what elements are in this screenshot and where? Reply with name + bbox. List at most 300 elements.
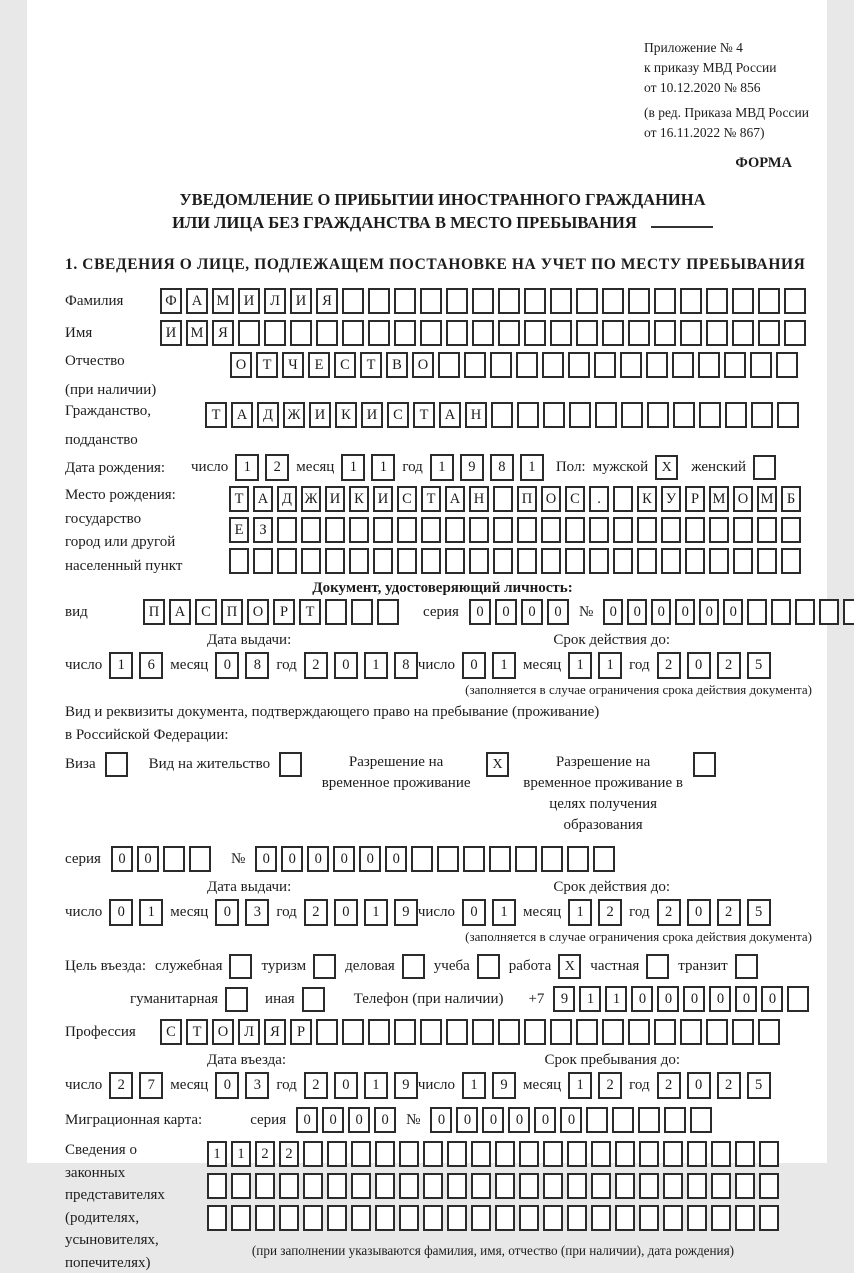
char-cell[interactable]: 0: [255, 846, 277, 872]
char-cell[interactable]: [524, 320, 546, 346]
char-cell[interactable]: 2: [717, 1072, 741, 1099]
char-cell[interactable]: А: [169, 599, 191, 625]
char-cell[interactable]: [469, 548, 489, 574]
char-cell[interactable]: [264, 320, 286, 346]
char-cell[interactable]: [550, 320, 572, 346]
char-cell[interactable]: 1: [235, 454, 259, 481]
char-cell[interactable]: [639, 1173, 659, 1199]
char-cell[interactable]: 1: [462, 1072, 486, 1099]
char-cell[interactable]: С: [387, 402, 409, 428]
char-cell[interactable]: [290, 320, 312, 346]
char-cell[interactable]: 0: [735, 986, 757, 1012]
char-cell[interactable]: [706, 320, 728, 346]
char-cell[interactable]: [747, 599, 767, 625]
char-cell[interactable]: [569, 402, 591, 428]
char-cell[interactable]: Е: [308, 352, 330, 378]
char-cell[interactable]: [732, 288, 754, 314]
char-cell[interactable]: [711, 1205, 731, 1231]
char-cell[interactable]: [489, 846, 511, 872]
char-cell[interactable]: 3: [245, 899, 269, 926]
char-cell[interactable]: С: [160, 1019, 182, 1045]
char-cell[interactable]: [255, 1205, 275, 1231]
char-cell[interactable]: И: [238, 288, 260, 314]
char-cell[interactable]: [397, 517, 417, 543]
char-cell[interactable]: [325, 517, 345, 543]
char-cell[interactable]: 9: [394, 899, 418, 926]
char-cell[interactable]: [543, 1173, 563, 1199]
purpose-study-checkbox[interactable]: [477, 954, 500, 979]
char-cell[interactable]: [447, 1173, 467, 1199]
char-cell[interactable]: 2: [304, 1072, 328, 1099]
char-cell[interactable]: [498, 320, 520, 346]
char-cell[interactable]: [316, 320, 338, 346]
char-cell[interactable]: [615, 1205, 635, 1231]
char-cell[interactable]: [394, 1019, 416, 1045]
char-cell[interactable]: А: [253, 486, 273, 512]
char-cell[interactable]: И: [309, 402, 331, 428]
char-cell[interactable]: В: [386, 352, 408, 378]
char-cell[interactable]: 2: [304, 652, 328, 679]
char-cell[interactable]: [647, 402, 669, 428]
purpose-humanitarian-checkbox[interactable]: [225, 987, 248, 1012]
char-cell[interactable]: [787, 986, 809, 1012]
char-cell[interactable]: 7: [139, 1072, 163, 1099]
char-cell[interactable]: 1: [109, 652, 133, 679]
char-cell[interactable]: 1: [492, 899, 516, 926]
char-cell[interactable]: [680, 288, 702, 314]
char-cell[interactable]: [519, 1173, 539, 1199]
char-cell[interactable]: [229, 548, 249, 574]
char-cell[interactable]: [795, 599, 815, 625]
char-cell[interactable]: [758, 1019, 780, 1045]
char-cell[interactable]: [685, 517, 705, 543]
char-cell[interactable]: С: [195, 599, 217, 625]
char-cell[interactable]: [565, 517, 585, 543]
char-cell[interactable]: [325, 599, 347, 625]
char-cell[interactable]: 0: [385, 846, 407, 872]
char-cell[interactable]: [351, 1141, 371, 1167]
char-cell[interactable]: Т: [421, 486, 441, 512]
char-cell[interactable]: О: [412, 352, 434, 378]
char-cell[interactable]: Д: [257, 402, 279, 428]
char-cell[interactable]: [613, 517, 633, 543]
char-cell[interactable]: [576, 320, 598, 346]
char-cell[interactable]: У: [661, 486, 681, 512]
char-cell[interactable]: М: [212, 288, 234, 314]
char-cell[interactable]: [524, 1019, 546, 1045]
char-cell[interactable]: [591, 1173, 611, 1199]
char-cell[interactable]: 1: [568, 899, 592, 926]
char-cell[interactable]: Л: [238, 1019, 260, 1045]
char-cell[interactable]: 1: [364, 652, 388, 679]
char-cell[interactable]: [784, 320, 806, 346]
char-cell[interactable]: [303, 1173, 323, 1199]
char-cell[interactable]: 0: [675, 599, 695, 625]
char-cell[interactable]: [420, 1019, 442, 1045]
char-cell[interactable]: [654, 288, 676, 314]
char-cell[interactable]: 0: [560, 1107, 582, 1133]
char-cell[interactable]: 5: [747, 652, 771, 679]
char-cell[interactable]: 1: [605, 986, 627, 1012]
char-cell[interactable]: [375, 1141, 395, 1167]
char-cell[interactable]: [613, 486, 633, 512]
char-cell[interactable]: А: [439, 402, 461, 428]
char-cell[interactable]: Р: [290, 1019, 312, 1045]
char-cell[interactable]: А: [445, 486, 465, 512]
char-cell[interactable]: [621, 402, 643, 428]
char-cell[interactable]: А: [231, 402, 253, 428]
char-cell[interactable]: [472, 288, 494, 314]
char-cell[interactable]: 2: [279, 1141, 299, 1167]
char-cell[interactable]: Л: [264, 288, 286, 314]
char-cell[interactable]: С: [334, 352, 356, 378]
char-cell[interactable]: [567, 846, 589, 872]
char-cell[interactable]: [469, 517, 489, 543]
char-cell[interactable]: [567, 1205, 587, 1231]
char-cell[interactable]: [637, 548, 657, 574]
char-cell[interactable]: 0: [482, 1107, 504, 1133]
char-cell[interactable]: Р: [273, 599, 295, 625]
char-cell[interactable]: 0: [334, 1072, 358, 1099]
char-cell[interactable]: [495, 1141, 515, 1167]
char-cell[interactable]: [495, 1173, 515, 1199]
char-cell[interactable]: 0: [547, 599, 569, 625]
char-cell[interactable]: [615, 1141, 635, 1167]
char-cell[interactable]: 1: [568, 652, 592, 679]
visa-checkbox[interactable]: [105, 752, 128, 777]
char-cell[interactable]: 0: [374, 1107, 396, 1133]
char-cell[interactable]: [399, 1173, 419, 1199]
char-cell[interactable]: [471, 1205, 491, 1231]
char-cell[interactable]: 8: [245, 652, 269, 679]
char-cell[interactable]: И: [373, 486, 393, 512]
char-cell[interactable]: [576, 288, 598, 314]
char-cell[interactable]: 1: [341, 454, 365, 481]
char-cell[interactable]: [301, 517, 321, 543]
char-cell[interactable]: [759, 1173, 779, 1199]
char-cell[interactable]: Я: [212, 320, 234, 346]
char-cell[interactable]: [663, 1141, 683, 1167]
char-cell[interactable]: 2: [598, 899, 622, 926]
char-cell[interactable]: 2: [109, 1072, 133, 1099]
char-cell[interactable]: [733, 548, 753, 574]
char-cell[interactable]: Д: [277, 486, 297, 512]
char-cell[interactable]: [724, 352, 746, 378]
char-cell[interactable]: [490, 352, 512, 378]
char-cell[interactable]: [516, 352, 538, 378]
char-cell[interactable]: 2: [265, 454, 289, 481]
char-cell[interactable]: [447, 1205, 467, 1231]
char-cell[interactable]: [277, 517, 297, 543]
char-cell[interactable]: [491, 402, 513, 428]
title-blank-underline[interactable]: [651, 212, 713, 228]
char-cell[interactable]: Т: [256, 352, 278, 378]
char-cell[interactable]: К: [349, 486, 369, 512]
char-cell[interactable]: 0: [521, 599, 543, 625]
char-cell[interactable]: [375, 1173, 395, 1199]
char-cell[interactable]: 0: [215, 652, 239, 679]
char-cell[interactable]: [279, 1173, 299, 1199]
char-cell[interactable]: О: [733, 486, 753, 512]
char-cell[interactable]: Я: [264, 1019, 286, 1045]
char-cell[interactable]: [368, 320, 390, 346]
char-cell[interactable]: [771, 599, 791, 625]
char-cell[interactable]: 3: [245, 1072, 269, 1099]
char-cell[interactable]: [351, 1205, 371, 1231]
char-cell[interactable]: [231, 1173, 251, 1199]
char-cell[interactable]: 0: [348, 1107, 370, 1133]
char-cell[interactable]: [777, 402, 799, 428]
char-cell[interactable]: 2: [657, 899, 681, 926]
char-cell[interactable]: [394, 320, 416, 346]
char-cell[interactable]: [685, 548, 705, 574]
char-cell[interactable]: [602, 1019, 624, 1045]
char-cell[interactable]: 0: [687, 899, 711, 926]
char-cell[interactable]: [207, 1205, 227, 1231]
char-cell[interactable]: Ж: [283, 402, 305, 428]
purpose-work-checkbox[interactable]: X: [558, 954, 581, 979]
char-cell[interactable]: [690, 1107, 712, 1133]
char-cell[interactable]: [519, 1141, 539, 1167]
char-cell[interactable]: [377, 599, 399, 625]
char-cell[interactable]: 0: [469, 599, 491, 625]
char-cell[interactable]: [594, 352, 616, 378]
char-cell[interactable]: [664, 1107, 686, 1133]
purpose-other-checkbox[interactable]: [302, 987, 325, 1012]
char-cell[interactable]: [819, 599, 839, 625]
char-cell[interactable]: 0: [723, 599, 743, 625]
char-cell[interactable]: И: [325, 486, 345, 512]
char-cell[interactable]: [758, 288, 780, 314]
char-cell[interactable]: [663, 1205, 683, 1231]
char-cell[interactable]: [776, 352, 798, 378]
char-cell[interactable]: [471, 1173, 491, 1199]
char-cell[interactable]: [447, 1141, 467, 1167]
char-cell[interactable]: [325, 548, 345, 574]
char-cell[interactable]: [279, 1205, 299, 1231]
char-cell[interactable]: [781, 548, 801, 574]
char-cell[interactable]: 0: [334, 899, 358, 926]
char-cell[interactable]: [706, 288, 728, 314]
char-cell[interactable]: [303, 1205, 323, 1231]
char-cell[interactable]: 1: [492, 652, 516, 679]
char-cell[interactable]: [586, 1107, 608, 1133]
char-cell[interactable]: О: [247, 599, 269, 625]
char-cell[interactable]: [698, 352, 720, 378]
char-cell[interactable]: [349, 548, 369, 574]
char-cell[interactable]: [399, 1141, 419, 1167]
char-cell[interactable]: 0: [631, 986, 653, 1012]
char-cell[interactable]: [349, 517, 369, 543]
char-cell[interactable]: [423, 1141, 443, 1167]
char-cell[interactable]: [602, 320, 624, 346]
char-cell[interactable]: 2: [657, 1072, 681, 1099]
residence-permit-checkbox[interactable]: [279, 752, 302, 777]
char-cell[interactable]: 0: [687, 1072, 711, 1099]
char-cell[interactable]: Т: [186, 1019, 208, 1045]
char-cell[interactable]: 0: [687, 652, 711, 679]
char-cell[interactable]: [709, 548, 729, 574]
char-cell[interactable]: [591, 1205, 611, 1231]
char-cell[interactable]: 0: [534, 1107, 556, 1133]
char-cell[interactable]: [550, 1019, 572, 1045]
char-cell[interactable]: 8: [394, 652, 418, 679]
char-cell[interactable]: Т: [413, 402, 435, 428]
char-cell[interactable]: [543, 1205, 563, 1231]
char-cell[interactable]: [541, 846, 563, 872]
char-cell[interactable]: [368, 1019, 390, 1045]
char-cell[interactable]: [375, 1205, 395, 1231]
char-cell[interactable]: 0: [761, 986, 783, 1012]
char-cell[interactable]: М: [186, 320, 208, 346]
char-cell[interactable]: [565, 548, 585, 574]
char-cell[interactable]: [541, 517, 561, 543]
char-cell[interactable]: О: [230, 352, 252, 378]
char-cell[interactable]: Ф: [160, 288, 182, 314]
char-cell[interactable]: М: [709, 486, 729, 512]
purpose-official-checkbox[interactable]: [229, 954, 252, 979]
char-cell[interactable]: [593, 846, 615, 872]
char-cell[interactable]: 0: [137, 846, 159, 872]
char-cell[interactable]: [517, 548, 537, 574]
char-cell[interactable]: Е: [229, 517, 249, 543]
char-cell[interactable]: [687, 1141, 707, 1167]
char-cell[interactable]: 1: [139, 899, 163, 926]
char-cell[interactable]: [471, 1141, 491, 1167]
char-cell[interactable]: [628, 320, 650, 346]
char-cell[interactable]: 0: [627, 599, 647, 625]
char-cell[interactable]: Т: [360, 352, 382, 378]
char-cell[interactable]: 9: [460, 454, 484, 481]
char-cell[interactable]: О: [541, 486, 561, 512]
char-cell[interactable]: [654, 320, 676, 346]
char-cell[interactable]: [411, 846, 433, 872]
char-cell[interactable]: [472, 1019, 494, 1045]
char-cell[interactable]: Я: [316, 288, 338, 314]
char-cell[interactable]: 1: [520, 454, 544, 481]
char-cell[interactable]: [576, 1019, 598, 1045]
char-cell[interactable]: [519, 1205, 539, 1231]
char-cell[interactable]: [646, 352, 668, 378]
char-cell[interactable]: 2: [304, 899, 328, 926]
char-cell[interactable]: 0: [296, 1107, 318, 1133]
char-cell[interactable]: [498, 1019, 520, 1045]
sex-male-checkbox[interactable]: X: [655, 455, 678, 480]
char-cell[interactable]: 0: [709, 986, 731, 1012]
char-cell[interactable]: [163, 846, 185, 872]
char-cell[interactable]: [661, 517, 681, 543]
char-cell[interactable]: А: [186, 288, 208, 314]
char-cell[interactable]: [639, 1141, 659, 1167]
char-cell[interactable]: [301, 548, 321, 574]
char-cell[interactable]: [620, 352, 642, 378]
char-cell[interactable]: 1: [568, 1072, 592, 1099]
char-cell[interactable]: [368, 288, 390, 314]
char-cell[interactable]: 1: [598, 652, 622, 679]
char-cell[interactable]: 1: [364, 1072, 388, 1099]
char-cell[interactable]: 0: [307, 846, 329, 872]
char-cell[interactable]: [472, 320, 494, 346]
char-cell[interactable]: 0: [462, 899, 486, 926]
char-cell[interactable]: Б: [781, 486, 801, 512]
char-cell[interactable]: [757, 517, 777, 543]
char-cell[interactable]: [663, 1173, 683, 1199]
char-cell[interactable]: 6: [139, 652, 163, 679]
char-cell[interactable]: [421, 548, 441, 574]
purpose-private-checkbox[interactable]: [646, 954, 669, 979]
char-cell[interactable]: 0: [456, 1107, 478, 1133]
char-cell[interactable]: 0: [495, 599, 517, 625]
char-cell[interactable]: [493, 548, 513, 574]
char-cell[interactable]: [446, 288, 468, 314]
char-cell[interactable]: 0: [508, 1107, 530, 1133]
char-cell[interactable]: [207, 1173, 227, 1199]
char-cell[interactable]: 1: [430, 454, 454, 481]
char-cell[interactable]: [438, 352, 460, 378]
char-cell[interactable]: Т: [299, 599, 321, 625]
char-cell[interactable]: [423, 1173, 443, 1199]
char-cell[interactable]: [628, 1019, 650, 1045]
char-cell[interactable]: 2: [717, 652, 741, 679]
char-cell[interactable]: Р: [685, 486, 705, 512]
char-cell[interactable]: [757, 548, 777, 574]
char-cell[interactable]: 1: [364, 899, 388, 926]
char-cell[interactable]: [238, 320, 260, 346]
char-cell[interactable]: [517, 402, 539, 428]
char-cell[interactable]: [680, 1019, 702, 1045]
char-cell[interactable]: 9: [394, 1072, 418, 1099]
char-cell[interactable]: [567, 1141, 587, 1167]
char-cell[interactable]: И: [290, 288, 312, 314]
char-cell[interactable]: С: [397, 486, 417, 512]
char-cell[interactable]: [189, 846, 211, 872]
char-cell[interactable]: [316, 1019, 338, 1045]
char-cell[interactable]: И: [160, 320, 182, 346]
char-cell[interactable]: [464, 352, 486, 378]
char-cell[interactable]: [231, 1205, 251, 1231]
char-cell[interactable]: [397, 548, 417, 574]
char-cell[interactable]: [750, 352, 772, 378]
char-cell[interactable]: К: [637, 486, 657, 512]
char-cell[interactable]: 2: [598, 1072, 622, 1099]
char-cell[interactable]: Н: [465, 402, 487, 428]
char-cell[interactable]: [550, 288, 572, 314]
char-cell[interactable]: [628, 288, 650, 314]
char-cell[interactable]: [445, 548, 465, 574]
char-cell[interactable]: [327, 1205, 347, 1231]
char-cell[interactable]: [639, 1205, 659, 1231]
char-cell[interactable]: [711, 1141, 731, 1167]
char-cell[interactable]: [277, 548, 297, 574]
char-cell[interactable]: [517, 517, 537, 543]
char-cell[interactable]: [735, 1173, 755, 1199]
char-cell[interactable]: П: [143, 599, 165, 625]
char-cell[interactable]: [495, 1205, 515, 1231]
purpose-transit-checkbox[interactable]: [735, 954, 758, 979]
char-cell[interactable]: 1: [231, 1141, 251, 1167]
char-cell[interactable]: [589, 548, 609, 574]
char-cell[interactable]: [759, 1205, 779, 1231]
char-cell[interactable]: [568, 352, 590, 378]
char-cell[interactable]: 0: [322, 1107, 344, 1133]
char-cell[interactable]: [843, 599, 854, 625]
char-cell[interactable]: [421, 517, 441, 543]
char-cell[interactable]: [373, 548, 393, 574]
char-cell[interactable]: [751, 402, 773, 428]
char-cell[interactable]: [327, 1173, 347, 1199]
char-cell[interactable]: 2: [255, 1141, 275, 1167]
char-cell[interactable]: [602, 288, 624, 314]
